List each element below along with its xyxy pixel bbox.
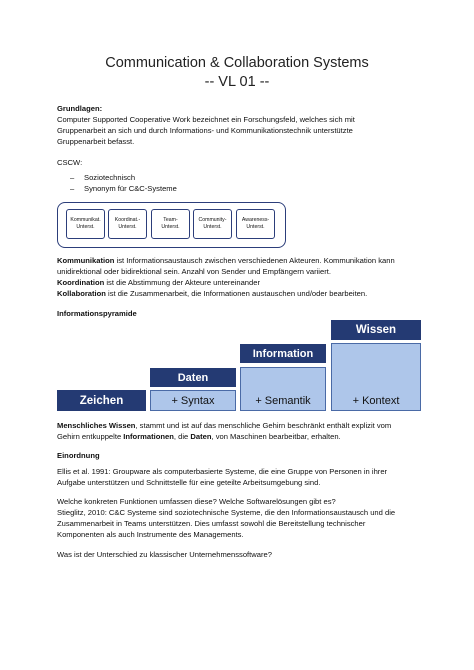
einordnung-stieglitz-line-1: Stieglitz, 2010: C&C Systeme sind soziotechnische Systeme, die den Informationsaustausch und die <box>57 508 396 517</box>
wissen-text-line-1: Menschliches Wissen, stammt und ist auf das menschliche Gehirn beschränkt enthält explizit vom <box>57 421 392 430</box>
cscw-box-community: Community- Unterst. <box>193 209 232 239</box>
def-koordination: Koordination ist die Abstimmung der Akteure untereinander <box>57 278 261 287</box>
einordnung-question-2: Was ist der Unterschied zu klassischer Unternehmenssoftware? <box>57 550 272 559</box>
lecture-number: -- VL 01 -- <box>204 74 270 90</box>
def-kommunikation-line-1: Kommunikation ist Informationsaustausch zwischen verschiedenen Akteuren. Kommunikation kann <box>57 256 395 265</box>
pyramid-syntax: + Syntax <box>150 390 236 411</box>
pyramid-wissen: Wissen <box>331 320 421 340</box>
grundlagen-line-3: Gruppenarbeit befasst. <box>57 137 135 146</box>
pyramid-semantik: + Semantik <box>240 367 326 411</box>
einordnung-stieglitz-line-3: Komponenten als auch Instrumente des Managements. <box>57 530 244 539</box>
grundlagen-line-1: Computer Supported Cooperative Work bezeichnet ein Forschungsfeld, welches sich mit <box>57 115 355 124</box>
cscw-box-awareness: Awareness- Unterst. <box>236 209 275 239</box>
cscw-box-team: Team- Unterst. <box>151 209 190 239</box>
cscw-box-koordination: Koordinat.- Unterst. <box>108 209 147 239</box>
pyramid-kontext: + Kontext <box>331 343 421 411</box>
einordnung-ellis-line-1: Ellis et al. 1991: Groupware als computerbasierte Systeme, die eine Gruppe von Personen in ihrer <box>57 467 388 476</box>
def-kollaboration: Kollaboration ist die Zusammenarbeit, die Informationen austauschen und/oder bearbeiten. <box>57 289 368 298</box>
einordnung-ellis-line-2: Aufgabe unterstützen und Schnittstelle für eine geteilte Arbeitsumgebung sind. <box>57 478 321 487</box>
einordnung-stieglitz-line-2: Zusammenarbeit in Teams unterstützen. Dies umfasst sowohl die Bereitstellung technischer <box>57 519 366 528</box>
def-kommunikation-line-2: unidirektional oder bidirektional sein. Anzahl von Sender und Empfängern variiert. <box>57 267 331 276</box>
dash-icon: – <box>70 184 75 193</box>
einordnung-question-1: Welche konkreten Funktionen umfassen diese? Welche Softwarelösungen gibt es? <box>57 497 336 506</box>
wissen-text-line-2: Gehirn entkuppelte Informationen, die Daten, von Maschinen bearbeitbar, erhalten. <box>57 432 341 441</box>
pyramid-zeichen: Zeichen <box>57 390 146 411</box>
document-title: Communication & Collaboration Systems <box>105 55 369 71</box>
pyramid-information: Information <box>240 344 326 363</box>
einordnung-heading: Einordnung <box>57 451 100 460</box>
grundlagen-heading: Grundlagen: <box>57 104 103 113</box>
grundlagen-line-2: Gruppenarbeit an sich und durch Informations- und Kommunikationstechnik unterstützte <box>57 126 353 135</box>
cscw-label: CSCW: <box>57 158 83 167</box>
pyramid-daten: Daten <box>150 368 236 387</box>
document-page: Communication & Collaboration Systems -- VL 01 -- Grundlagen: Computer Supported Cooperative Work bezeichnet ein Forschungsfeld, welches sich mit Gruppenarbeit an sich und durch Informations- und Kommunikationstechnik unterstützte Gruppenarbeit befasst. CSCW: – Soziotechnisch – Synonym für C&C-Systeme Kommunikat. Unterst. Koordinat.- Unterst. Team- Unterst. Community- Unterst. Awareness- Unterst. Kommunikation ist Informationsaustausch zwischen verschiedenen Akteuren. Kommunikation kann unidirektional oder bidirektional sein. Anzahl von Sender und Empfängern variiert. Koordination ist die Abstimmung der Akteure untereinander Kollaboration ist die Zusammenarbeit, die Informationen austauschen und/oder bearbeiten. Informationspyramide Wissen Information Daten Zeichen + Syntax + Semantik + Kontext Menschliches Wissen, stammt und ist auf das menschliche Gehirn beschränkt enthält explizit vom Gehirn entkuppelte Informationen, die Daten, von Maschinen bearbeitbar, erhalten. Einordnung Ellis et al. 1991: Groupware als computerbasierte Systeme, die eine Gruppe von Personen in ihrer Aufgabe unterstützen und Schnittstelle für eine geteilte Arbeitsumgebung sind. Welche konkreten Funktionen umfassen diese? Welche Softwarelösungen gibt es? Stieglitz, 2010: C&C Systeme sind soziotechnische Systeme, die den Informationsaustausch und die Zusammenarbeit in Teams unterstützen. Dies umfasst sowohl die Bereitstellung technischer Komponenten als auch Instrumente des Managements. Was ist der Unterschied zu klassischer Unternehmenssoftware? <box>0 0 474 670</box>
pyramide-heading: Informationspyramide <box>57 309 137 318</box>
cscw-box-kommunikation: Kommunikat. Unterst. <box>66 209 105 239</box>
dash-icon: – <box>70 173 75 182</box>
